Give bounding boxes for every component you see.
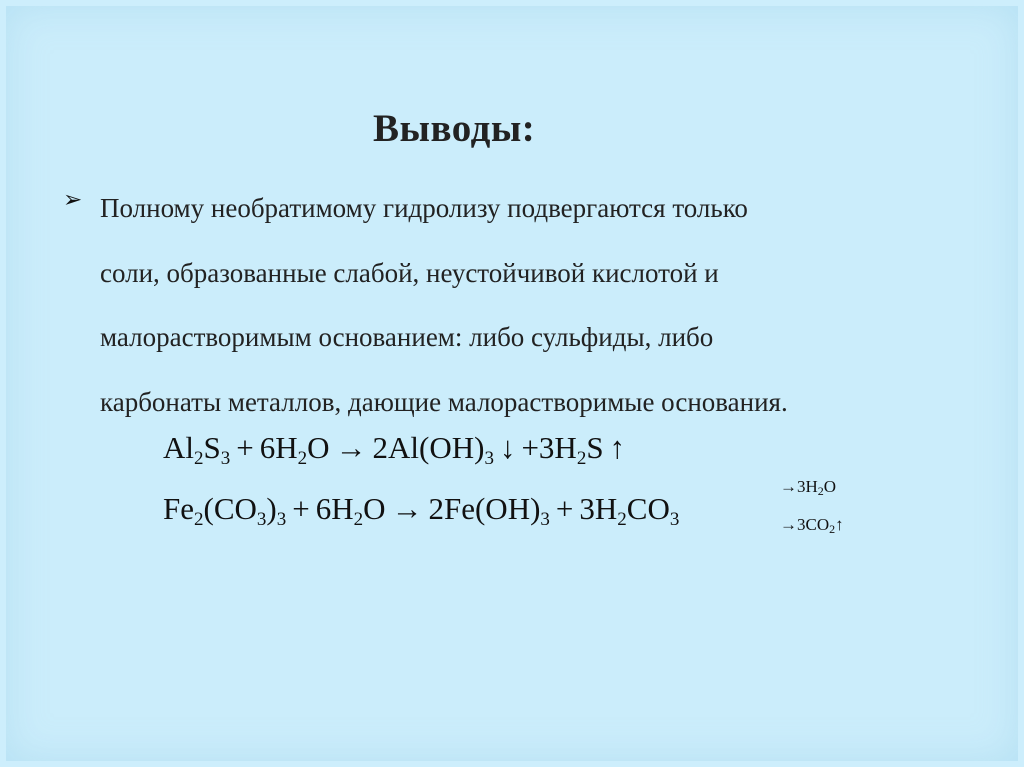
- eq-subscript: 3: [220, 448, 231, 469]
- eq-term: S: [203, 430, 221, 465]
- eq-term: (CO: [203, 491, 257, 526]
- conclusion-paragraph: [100, 176, 980, 434]
- eq-subscript: 2: [353, 509, 364, 530]
- eq-term: O: [307, 430, 330, 465]
- eq-term: 3H: [797, 477, 818, 496]
- paragraph-line: малорастворимым основанием: либо сульфиды, либо: [100, 322, 714, 352]
- gas-arrow-icon: ↑: [609, 430, 626, 465]
- equation-aluminium-sulfide: [163, 430, 631, 469]
- eq-term: 3CO: [797, 515, 830, 534]
- eq-term: Al: [163, 430, 194, 465]
- eq-subscript: 2: [617, 509, 627, 530]
- paragraph-line: соли, образованные слабой, неустойчивой кислотой и: [100, 257, 719, 288]
- paragraph-line: карбонаты металлов, дающие малорастворимые основания.: [100, 386, 788, 417]
- eq-term: 6H: [315, 491, 354, 526]
- eq-term: O: [363, 491, 386, 526]
- plus-sign: +: [236, 430, 254, 465]
- eq-term: 6H: [259, 430, 298, 465]
- gas-arrow-icon: ↑: [835, 515, 844, 534]
- eq-term: 2Fe(OH): [428, 491, 541, 526]
- decomposition-branch-co2: [780, 515, 844, 535]
- eq-term: 2Al(OH): [372, 430, 485, 465]
- slide-title: Выводы:: [373, 107, 536, 150]
- eq-subscript: 3: [669, 509, 680, 530]
- eq-term: 3H: [579, 491, 618, 526]
- branch-arrow-icon: →: [780, 515, 797, 534]
- eq-subscript: 2: [817, 484, 824, 498]
- eq-subscript: 3: [540, 509, 550, 530]
- plus-sign: +: [292, 491, 310, 526]
- eq-term: Fe: [163, 491, 194, 526]
- reaction-arrow-icon: →: [391, 491, 423, 526]
- decomposition-branch-water: [780, 477, 836, 497]
- eq-subscript: 2: [576, 448, 587, 469]
- reaction-arrow-icon: →: [335, 430, 367, 465]
- branch-arrow-icon: →: [780, 477, 797, 496]
- bullet-arrow-icon: ➢: [63, 187, 83, 212]
- eq-subscript: 2: [194, 509, 204, 530]
- paragraph-line: Полному необратимому гидролизу подвергаются только: [100, 193, 748, 223]
- eq-subscript: 2: [194, 448, 204, 469]
- plus-sign: +: [555, 491, 574, 526]
- equation-iron-carbonate: [163, 491, 680, 530]
- eq-term: +3H: [521, 430, 577, 465]
- eq-subscript: 3: [256, 509, 267, 530]
- eq-term: ): [266, 491, 277, 526]
- eq-term: CO: [626, 491, 670, 526]
- eq-subscript: 2: [829, 522, 836, 536]
- eq-term: S: [586, 430, 604, 465]
- eq-term: O: [823, 477, 837, 496]
- eq-subscript: 3: [276, 509, 287, 530]
- eq-subscript: 3: [484, 448, 494, 469]
- eq-subscript: 2: [297, 448, 308, 469]
- precipitate-arrow-icon: ↓: [499, 430, 516, 465]
